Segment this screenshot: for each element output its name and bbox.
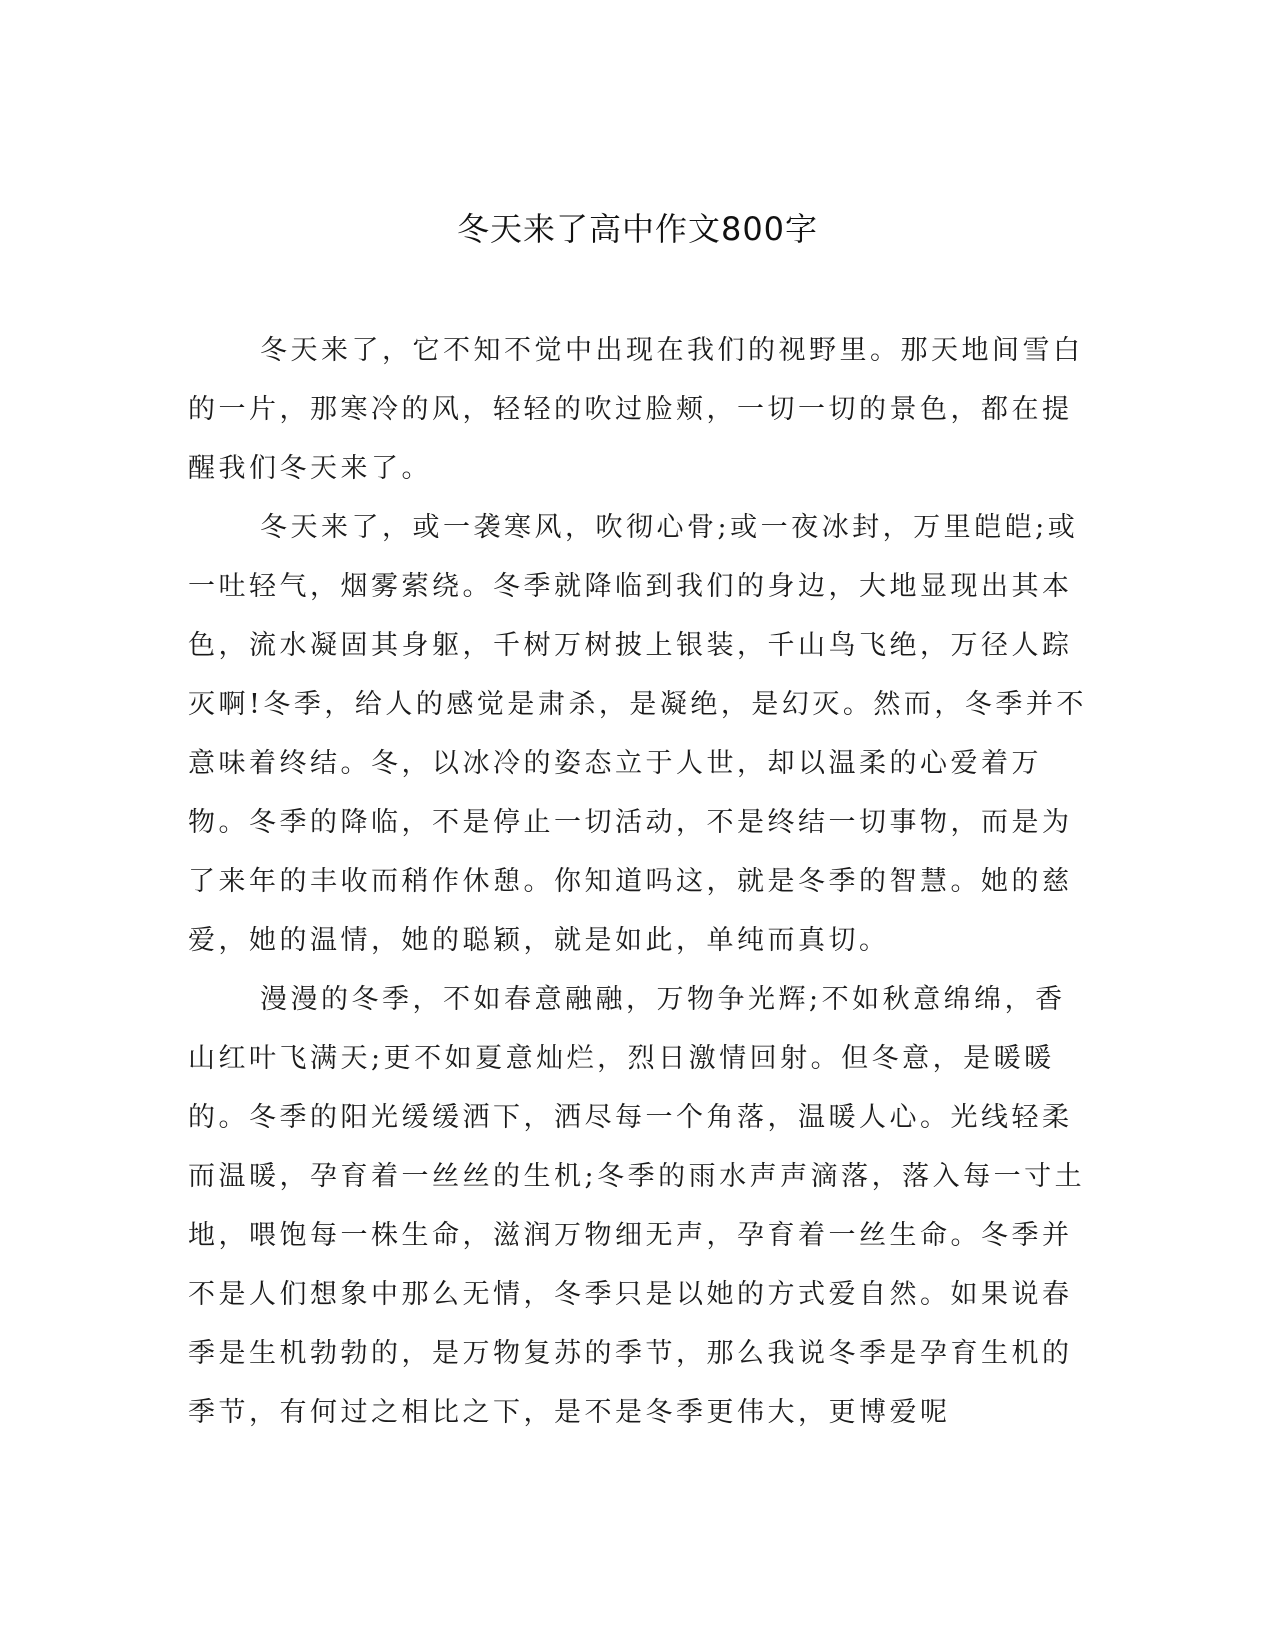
paragraph-3: 漫漫的冬季，不如春意融融，万物争光辉;不如秋意绵绵，香山红叶飞满天;更不如夏意灿烂，烈日激情回射。但冬意，是暖暖的。冬季的阳光缓缓洒下，洒尽每一个角落，温暖人心。光线轻柔而温暖，孕育着一丝丝的生机;冬季的雨水声声滴落，落入每一寸土地，喂饱每一株生命，滋润万物细无声，孕育着一丝生命。冬季并不是人们想象中那么无情，冬季只是以她的方式爱自然。如果说春季是生机勃勃的，是万物复苏的季节，那么我说冬季是孕育生机的季节，有何过之相比之下，是不是冬季更伟大，更博爱呢: [188, 984, 1086, 1428]
document-title: 冬天来了高中作文800字: [456, 210, 819, 248]
document-body: [188, 321, 1088, 1442]
paragraph-1: 冬天来了，它不知不觉中出现在我们的视野里。那天地间雪白的一片，那寒冷的风，轻轻的吹过脸颊，一切一切的景色，都在提醒我们冬天来了。: [188, 335, 1084, 484]
paragraph-2: 冬天来了，或一袭寒风，吹彻心骨;或一夜冰封，万里皑皑;或一吐轻气，烟雾萦绕。冬季就降临到我们的身边，大地显现出其本色，流水凝固其身躯，千树万树披上银装，千山鸟飞绝，万径人踪灭啊!冬季，给人的感觉是肃杀，是凝绝，是幻灭。然而，冬季并不意味着终结。冬，以冰冷的姿态立于人世，却以温柔的心爱着万物。冬季的降临，不是停止一切活动，不是终结一切事物，而是为了来年的丰收而稍作休憩。你知道吗这，就是冬季的智慧。她的慈爱，她的温情，她的聪颖，就是如此，单纯而真切。: [188, 512, 1087, 956]
